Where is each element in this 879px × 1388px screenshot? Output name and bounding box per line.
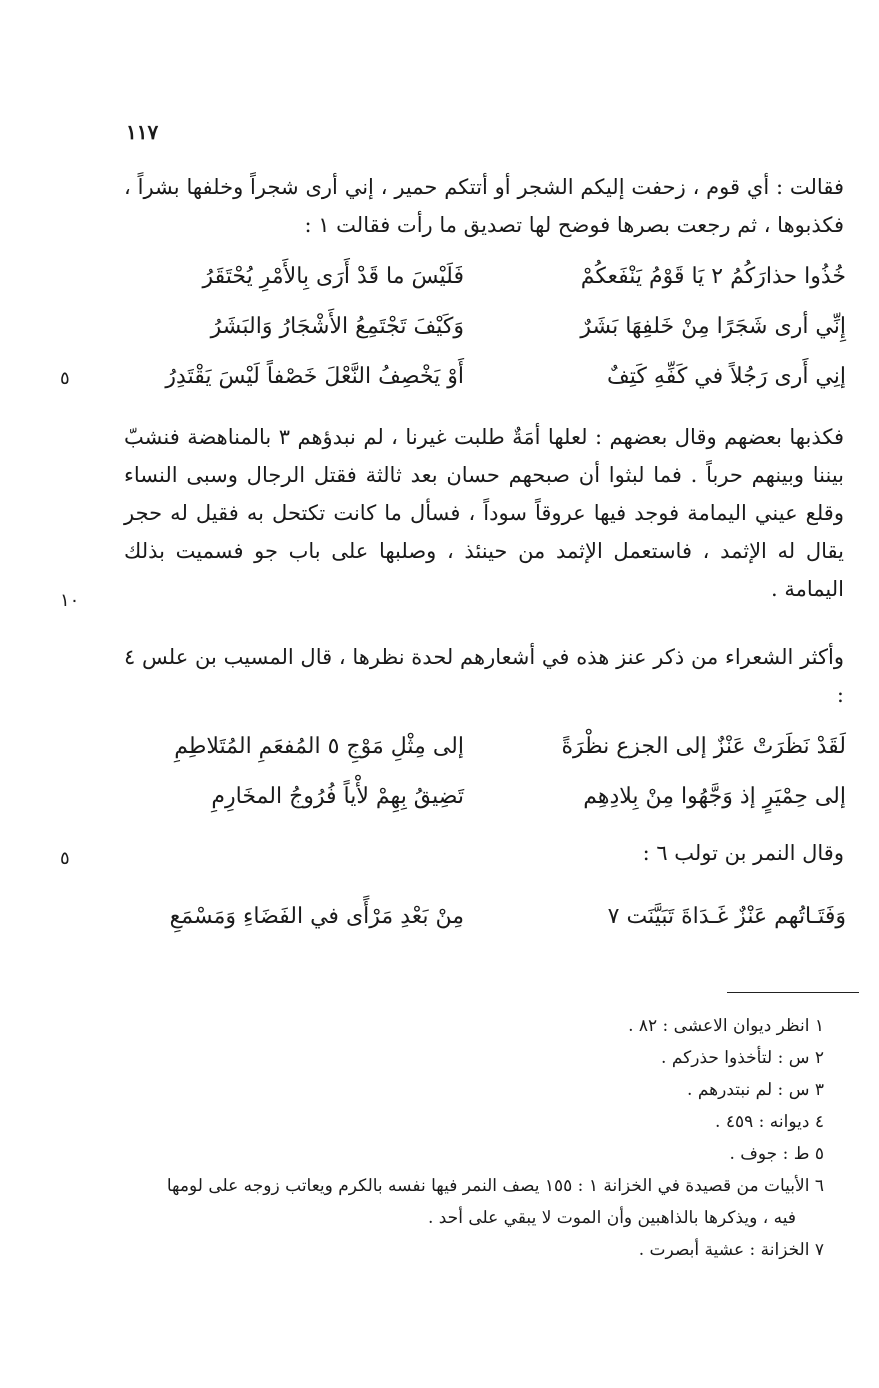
footnote: ٦ الأبيات من قصيدة في الخزانة ١ : ١٥٥ يصف النمر فيها نفسه بالكرم ويعاتب زوجه على لومها <box>166 1176 824 1196</box>
page-number: ١١٧ <box>126 120 159 144</box>
verse-line <box>124 892 846 942</box>
verse-hemistich-second: مِنْ بَعْدِ مَرْأًى في الفَضَاءِ وَمَسْمَعِ <box>169 904 464 929</box>
verse-hemistich-second: أَوْ يَخْصِفُ النَّعْلَ خَصْفاً لَيْسَ يَقْتَدِرُ <box>165 364 464 389</box>
verse-hemistich-first: إلى حِمْيَرٍ إذ وَجَّهُوا مِنْ بِلادِهِم <box>583 784 846 809</box>
line-number: ١٠ <box>60 590 80 611</box>
verse-line <box>124 252 846 302</box>
footnote: ٣ س : لم نبتدرهم . <box>687 1080 824 1100</box>
line-number: ٥ <box>60 848 70 869</box>
verse-line <box>124 352 846 402</box>
verse-hemistich-second: تَضِيقُ بِهِمْ لأْياً فُرُوجُ المخَارِمِ <box>211 784 464 809</box>
verse-hemistich-first: إِنِّي أرى شَجَرًا مِنْ خَلفِهَا بَشَرٌ <box>580 314 846 339</box>
verse-hemistich-first: لَقَدْ نَظَرَتْ عَنْزٌ إلى الجزع نظْرَةً <box>561 734 846 759</box>
footnote-separator <box>727 992 859 993</box>
paragraph-poets: وأكثر الشعراء من ذكر عنز هذه في أشعارهم لحدة نظرها ، قال المسيب بن علس ٤ : <box>124 645 844 707</box>
verse-hemistich-first: إنِي أَرى رَجُلاً في كَفِّهِ كَتِفٌ <box>607 364 846 389</box>
verse-line <box>124 772 846 822</box>
verse-hemistich-first: خُذُوا حذارَكُمُ ٢ يَا قَوْمُ يَنْفَعكُمْ <box>580 264 846 289</box>
footnote-continuation: فيه ، ويذكرها بالذاهبين وأن الموت لا يبقي على أحد . <box>427 1208 796 1228</box>
verse-hemistich-second: إلى مِثْلِ مَوْجِ ٥ المُفعَمِ المُتَلاطِمِ <box>174 734 464 759</box>
verse-hemistich-second: وَكَيْفَ تَجْتَمِعُ الأَشْجَارُ وَالبَشَرُ <box>210 314 464 339</box>
paragraph-intro: فقالت : أي قوم ، زحفت إليكم الشجر أو أتتكم حمير ، إني أرى شجراً وخلفها بشراً ، فكذبوها ، ثم رجعت بصرها فوضح لها تصديق ما رأت فقالت ١ : <box>124 175 844 237</box>
verse-line <box>124 722 846 772</box>
footnote: ٤ ديوانه : ٤٥٩ . <box>715 1112 824 1132</box>
verse-hemistich-second: فَلَيْسَ ما قَدْ أَرَى بِالأَمْرِ يُحْتَقَرُ <box>202 264 464 289</box>
footnote: ٢ س : لتأخذوا حذركم . <box>661 1048 824 1068</box>
footnote: ٧ الخزانة : عشية أبصرت . <box>638 1240 824 1260</box>
footnotes <box>124 1010 824 1266</box>
verse-line <box>124 302 846 352</box>
footnote: ٥ ط : جوف . <box>729 1144 824 1164</box>
line-number: ٥ <box>60 368 70 389</box>
paragraph-namir: وقال النمر بن تولب ٦ : <box>642 841 844 865</box>
footnote: ١ انظر ديوان الاعشى : ٨٢ . <box>628 1016 824 1036</box>
paragraph-story: فكذبها بعضهم وقال بعضهم : لعلها أمَةٌ طلبت غيرنا ، لم نبدؤهم ٣ بالمناهضة فنشبّ بيننا وبينهم حرباً . فما لبثوا أن صبحهم حسان بعد ثالثة فقتل الرجال وسبى النساء وقلع عيني اليمامة فوجد فيها عروقاً سوداً ، فسأل ما كانت تكتحل به فقيل له حجر يقال له الإثمد ، فاستعمل الإثمد من حينئذ ، وصلبها على باب جو فسميت بذلك اليمامة . <box>124 425 844 601</box>
verse-hemistich-first: وَفَتَـاتُهم عَنْزٌ غَـدَاةَ تَبَيَّنَت ٧ <box>607 904 846 929</box>
